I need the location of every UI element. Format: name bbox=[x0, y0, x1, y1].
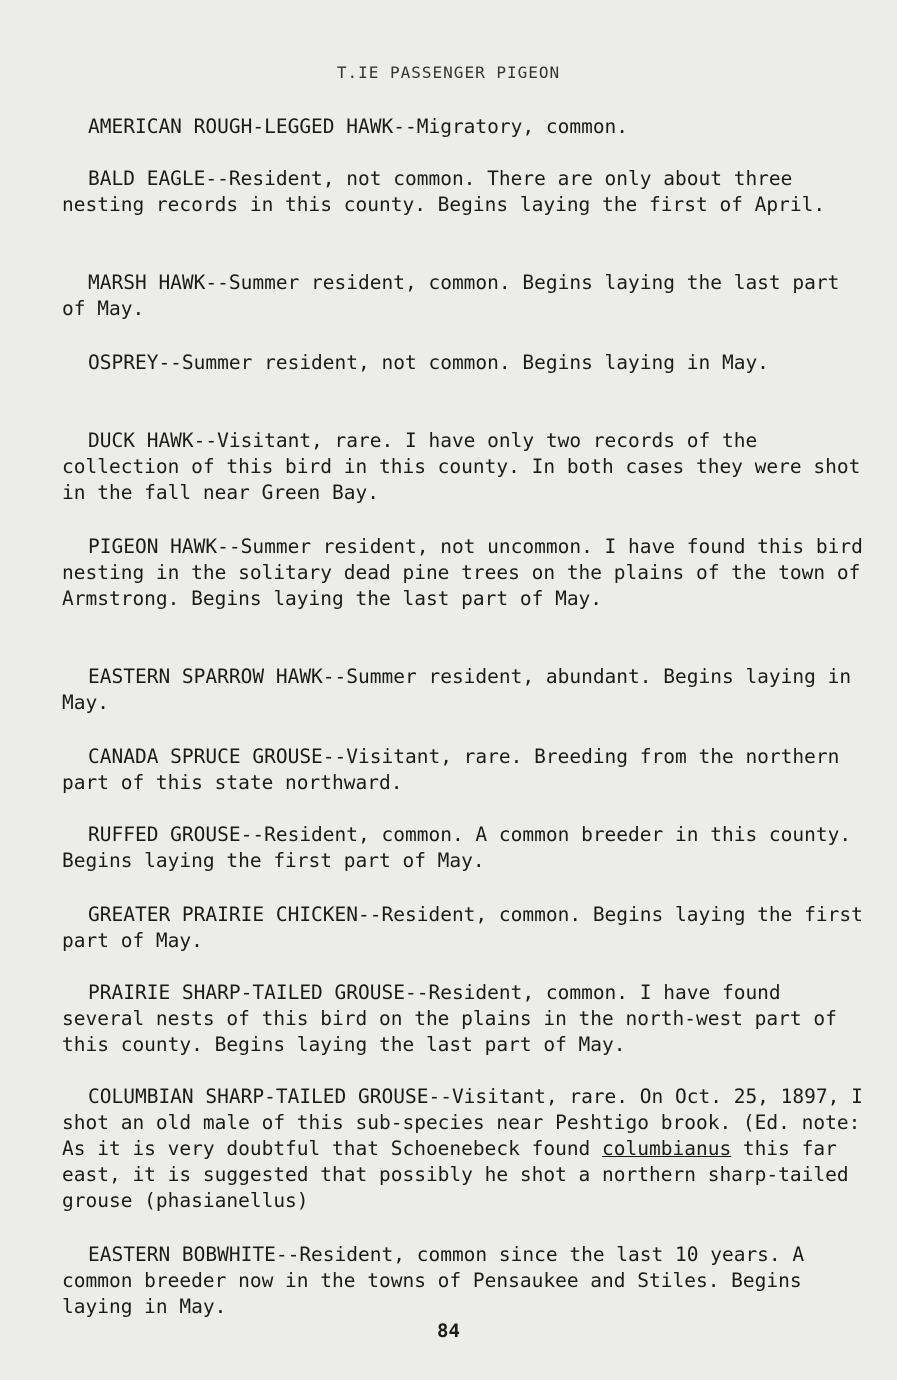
entry-eastern-sparrow-hawk bbox=[62, 664, 872, 716]
entry-text: CANADA SPRUCE GROUSE--Visitant, rare. Breeding from the northern part of this state northward. bbox=[62, 745, 840, 794]
entry-rough-legged-hawk bbox=[62, 114, 872, 140]
entry-canada-spruce-grouse bbox=[62, 744, 872, 796]
entry-columbian-sharp-tailed-grouse bbox=[62, 1084, 872, 1214]
entry-text: BALD EAGLE--Resident, not common. There are only about three nesting records in this county. Begins laying the first of April. bbox=[62, 167, 826, 216]
entry-greater-prairie-chicken bbox=[62, 902, 872, 954]
entry-text: EASTERN SPARROW HAWK--Summer resident, abundant. Begins laying in May. bbox=[62, 665, 852, 714]
entry-prairie-sharp-tailed-grouse bbox=[62, 980, 872, 1058]
entry-text: PIGEON HAWK--Summer resident, not uncommon. I have found this bird nesting in the solitary dead pine trees on the plains of the town of Armstrong. Begins laying the last part of May. bbox=[62, 535, 863, 610]
running-header: T.IE PASSENGER PIGEON bbox=[336, 63, 561, 82]
entry-text: EASTERN BOBWHITE--Resident, common since the last 10 years. A common breeder now in the towns of Pensaukee and Stiles. Begins laying in May. bbox=[62, 1243, 805, 1318]
entry-text: RUFFED GROUSE--Resident, common. A common breeder in this county. Begins laying the first part of May. bbox=[62, 823, 852, 872]
entry-text: OSPREY--Summer resident, not common. Begins laying in May. bbox=[88, 351, 769, 374]
entry-pigeon-hawk bbox=[62, 534, 872, 612]
entry-text: PRAIRIE SHARP-TAILED GROUSE--Resident, common. I have found several nests of this bird on the plains in the north-west part of this county. Begins laying the last part of May. bbox=[62, 981, 837, 1056]
entry-ruffed-grouse bbox=[62, 822, 872, 874]
entry-bald-eagle bbox=[62, 166, 872, 218]
entry-marsh-hawk bbox=[62, 270, 872, 322]
entry-osprey bbox=[62, 350, 872, 376]
entry-duck-hawk bbox=[62, 428, 872, 506]
page-number: 84 bbox=[437, 1320, 460, 1342]
entry-text: AMERICAN ROUGH-LEGGED HAWK--Migratory, common. bbox=[88, 115, 629, 138]
entry-eastern-bobwhite bbox=[62, 1242, 872, 1320]
entry-text: COLUMBIAN SHARP-TAILED GROUSE--Visitant, rare. On Oct. 25, 1897, I shot an old male of this sub-species near Peshtigo brook. (Ed. note: As it is very doubtful that Schoenebeck found bbox=[62, 1085, 863, 1160]
entry-text: GREATER PRAIRIE CHICKEN--Resident, common. Begins laying the first part of May. bbox=[62, 903, 863, 952]
entry-text: DUCK HAWK--Visitant, rare. I have only two records of the collection of this bird in this county. In both cases they were shot in the fall near Green Bay. bbox=[62, 429, 861, 504]
underlined-term: columbianus bbox=[602, 1137, 732, 1160]
entry-text-continued: this far east, it is suggested that possibly he shot a northern sharp-tailed grouse (phasianellus) bbox=[62, 1137, 849, 1212]
entry-text: MARSH HAWK--Summer resident, common. Begins laying the last part of May. bbox=[62, 271, 840, 320]
